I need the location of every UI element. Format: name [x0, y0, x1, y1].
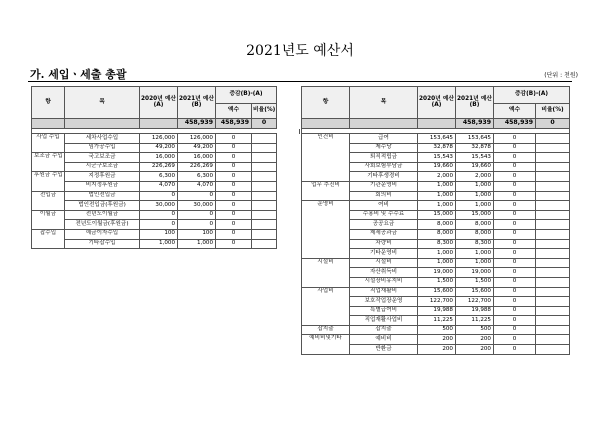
header-ratio: 비율(%): [536, 104, 570, 119]
table-row: [32, 162, 300, 172]
row-2021: 30,000: [178, 201, 216, 211]
row-mok: 사회보험부담금: [350, 162, 418, 172]
row-2021: 19,000: [456, 268, 494, 278]
row-ratio: [252, 134, 277, 144]
row-amount: 0: [494, 143, 536, 153]
row-2020: 1,000: [418, 201, 456, 211]
row-2020: 19,660: [418, 162, 456, 172]
row-mok: 기타잡수입: [65, 239, 140, 249]
row-mok: 수용비 및 수수료: [350, 210, 418, 220]
header-mok: 목: [350, 87, 418, 119]
row-amount: 0: [216, 143, 252, 153]
total-hang: [32, 119, 65, 129]
row-ratio: [252, 210, 277, 220]
row-mok: 전년도이월금: [65, 210, 140, 220]
row-2021: 1,000: [456, 181, 494, 191]
row-amount: 0: [216, 201, 252, 211]
row-2020: 8,000: [418, 220, 456, 230]
revenue-total-row: [32, 119, 300, 129]
table-row: [302, 201, 570, 211]
row-amount: 0: [494, 249, 536, 259]
row-mok: 예금이자수입: [65, 229, 140, 239]
row-2020: 30,000: [140, 201, 178, 211]
row-extra: [277, 239, 300, 249]
row-mok: 세차사업수입: [65, 134, 140, 144]
row-2020: 19,000: [418, 268, 456, 278]
row-amount: 0: [494, 277, 536, 287]
row-mok: 비지정후원금: [65, 181, 140, 191]
total-ratio: 0: [536, 119, 570, 129]
row-amount: 0: [494, 316, 536, 326]
row-2020: 0: [140, 191, 178, 201]
total-amount: 458,939: [216, 119, 252, 129]
total-mok: [65, 119, 140, 129]
row-amount: 0: [494, 153, 536, 163]
row-2021: 1,000: [456, 249, 494, 259]
row-2020: 126,000: [140, 134, 178, 144]
row-2020: 49,200: [140, 143, 178, 153]
row-2020: 15,543: [418, 153, 456, 163]
row-mok: 여비: [350, 201, 418, 211]
table-row: [302, 287, 570, 297]
row-ratio: [536, 325, 570, 335]
unit-label: (단위 : 천원): [544, 72, 578, 79]
row-ratio: [252, 143, 277, 153]
row-amount: 0: [216, 220, 252, 230]
row-mok: 제수당: [350, 143, 418, 153]
table-row: [32, 172, 300, 182]
row-2021: 1,000: [456, 258, 494, 268]
row-amount: 0: [494, 181, 536, 191]
row-2021: 200: [456, 345, 494, 355]
row-2021: 1,000: [178, 239, 216, 249]
total-amount: 458,939: [494, 119, 536, 129]
row-2020: 4,070: [140, 181, 178, 191]
row-2020: 15,000: [418, 210, 456, 220]
row-mok: 법인전입금(후원금): [65, 201, 140, 211]
row-ratio: [536, 143, 570, 153]
header-amount: 액수: [494, 104, 536, 119]
row-hang: 예비비및기타: [302, 335, 350, 354]
row-mok: 기관운영비: [350, 181, 418, 191]
row-2020: 16,000: [140, 153, 178, 163]
row-2021: 226,269: [178, 162, 216, 172]
row-ratio: [536, 181, 570, 191]
row-amount: 0: [216, 239, 252, 249]
header-2020: 2020년 예산(A): [140, 87, 178, 119]
row-ratio: [536, 306, 570, 316]
row-ratio: [536, 134, 570, 144]
row-mok: 국고보조금: [65, 153, 140, 163]
table-row: [32, 181, 300, 191]
row-hang: 시설비: [302, 258, 350, 287]
row-2020: 32,878: [418, 143, 456, 153]
total-2021: 458,939: [456, 119, 494, 129]
row-hang: 후원금 수입: [32, 172, 65, 191]
row-mok: 시군구보조금: [65, 162, 140, 172]
header-amount: 액수: [216, 104, 252, 119]
title-rule: [28, 81, 572, 82]
row-extra: [277, 191, 300, 201]
row-mok: 잡지출: [350, 325, 418, 335]
row-amount: 0: [494, 287, 536, 297]
row-ratio: [536, 172, 570, 182]
row-ratio: [536, 220, 570, 230]
header-2021: 2021년 예산(B): [178, 87, 216, 119]
row-ratio: [536, 316, 570, 326]
row-extra: [277, 134, 300, 144]
row-amount: 0: [494, 325, 536, 335]
row-2021: 15,600: [456, 287, 494, 297]
row-hang: 인건비: [302, 134, 350, 182]
row-amount: 0: [494, 229, 536, 239]
row-amount: 0: [216, 229, 252, 239]
row-hang: 업무 추진비: [302, 181, 350, 200]
row-mok: 예비비: [350, 335, 418, 345]
table-row: [32, 210, 300, 220]
row-amount: 0: [216, 210, 252, 220]
row-extra: [277, 220, 300, 230]
row-2021: 0: [178, 191, 216, 201]
row-ratio: [252, 191, 277, 201]
row-amount: 0: [494, 335, 536, 345]
total-2021: 458,939: [178, 119, 216, 129]
row-extra: [277, 153, 300, 163]
header-2020: 2020년 예산(A): [418, 87, 456, 119]
header-change: 증감(B)-(A): [494, 87, 570, 104]
row-amount: 0: [216, 191, 252, 201]
row-2020: 0: [140, 220, 178, 230]
row-ratio: [536, 191, 570, 201]
row-amount: 0: [216, 134, 252, 144]
row-ratio: [536, 287, 570, 297]
row-ratio: [536, 153, 570, 163]
row-2021: 32,878: [456, 143, 494, 153]
row-2021: 500: [456, 325, 494, 335]
row-mok: 시설비: [350, 258, 418, 268]
row-2021: 19,660: [456, 162, 494, 172]
table-row: [32, 239, 300, 249]
row-amount: 0: [494, 134, 536, 144]
row-2020: 100: [140, 229, 178, 239]
row-hang: 운영비: [302, 201, 350, 259]
row-2021: 0: [178, 220, 216, 230]
row-2020: 200: [418, 345, 456, 355]
row-mok: 전년도이월금(후원금): [65, 220, 140, 230]
row-2021: 1,000: [456, 201, 494, 211]
header-2021: 2021년 예산(B): [456, 87, 494, 119]
row-mok: 지정후원금: [65, 172, 140, 182]
row-2020: 1,000: [418, 249, 456, 259]
table-row: [302, 325, 570, 335]
row-2021: 11,225: [456, 316, 494, 326]
row-ratio: [252, 220, 277, 230]
row-ratio: [252, 239, 277, 249]
row-hang: 잡수입: [32, 229, 65, 248]
row-ratio: [252, 162, 277, 172]
row-amount: 0: [494, 306, 536, 316]
row-2020: 122,700: [418, 297, 456, 307]
row-2021: 2,000: [456, 172, 494, 182]
row-hang: 전입금: [32, 191, 65, 210]
row-amount: 0: [494, 268, 536, 278]
row-mok: 법인전입금: [65, 191, 140, 201]
row-ratio: [536, 210, 570, 220]
row-2021: 153,645: [456, 134, 494, 144]
total-2020: [140, 119, 178, 129]
table-row: [302, 335, 570, 345]
row-mok: 직업재활비: [350, 287, 418, 297]
row-mok: 시설장비유지비: [350, 277, 418, 287]
row-2020: 0: [140, 210, 178, 220]
row-ratio: [536, 345, 570, 355]
row-2020: 8,000: [418, 229, 456, 239]
total-hang: [302, 119, 350, 129]
header-hang: 항: [302, 87, 350, 119]
row-2020: 226,269: [140, 162, 178, 172]
row-mok: 특별급여비: [350, 306, 418, 316]
row-2020: 153,645: [418, 134, 456, 144]
total-2020: [418, 119, 456, 129]
header-mok: 목: [65, 87, 140, 119]
row-2021: 8,000: [456, 229, 494, 239]
row-extra: [277, 172, 300, 182]
row-2021: 0: [178, 210, 216, 220]
row-2021: 200: [456, 335, 494, 345]
total-mok: [350, 119, 418, 129]
row-2021: 15,543: [456, 153, 494, 163]
row-2020: 8,300: [418, 239, 456, 249]
row-hang: 잡지출: [302, 325, 350, 335]
row-mok: 급여: [350, 134, 418, 144]
row-mok: 반환금: [350, 345, 418, 355]
row-ratio: [536, 201, 570, 211]
row-mok: 임가공수입: [65, 143, 140, 153]
row-amount: 0: [494, 220, 536, 230]
row-2021: 122,700: [456, 297, 494, 307]
row-ratio: [536, 229, 570, 239]
table-row: [32, 191, 300, 201]
row-hang: 이월금: [32, 210, 65, 229]
row-2020: 11,225: [418, 316, 456, 326]
row-amount: 0: [216, 172, 252, 182]
row-2020: 1,000: [418, 181, 456, 191]
row-ratio: [536, 162, 570, 172]
table-row: [302, 134, 570, 144]
row-ratio: [536, 277, 570, 287]
row-amount: 0: [216, 153, 252, 163]
row-ratio: [536, 239, 570, 249]
header-hang: 항: [32, 87, 65, 119]
table-row: [302, 258, 570, 268]
revenue-table: [31, 86, 300, 249]
row-ratio: [252, 153, 277, 163]
row-2021: 6,300: [178, 172, 216, 182]
row-amount: 0: [494, 172, 536, 182]
row-2020: 2,000: [418, 172, 456, 182]
row-amount: 0: [216, 162, 252, 172]
table-row: [302, 181, 570, 191]
row-extra: [277, 162, 300, 172]
row-mok: 기타운영비: [350, 249, 418, 259]
row-2021: 8,000: [456, 220, 494, 230]
row-2021: 1,500: [456, 277, 494, 287]
row-hang: 사업 수입: [32, 134, 65, 153]
row-ratio: [252, 229, 277, 239]
table-row: [32, 201, 300, 211]
row-ratio: [536, 258, 570, 268]
row-2021: 15,000: [456, 210, 494, 220]
header-spacer: [277, 87, 300, 119]
table-row: [32, 134, 300, 144]
row-2020: 1,500: [418, 277, 456, 287]
row-2021: 4,070: [178, 181, 216, 191]
row-2021: 126,000: [178, 134, 216, 144]
row-2021: 100: [178, 229, 216, 239]
row-mok: 공공요금: [350, 220, 418, 230]
row-2021: 1,000: [456, 191, 494, 201]
row-mok: 기타후생경비: [350, 172, 418, 182]
row-amount: 0: [216, 181, 252, 191]
header-ratio: 비율(%): [252, 104, 277, 119]
row-hang: 보조금 수입: [32, 153, 65, 172]
row-amount: 0: [494, 191, 536, 201]
row-extra: [277, 229, 300, 239]
row-amount: 0: [494, 345, 536, 355]
table-row: [32, 229, 300, 239]
row-2020: 200: [418, 335, 456, 345]
row-2020: 6,300: [140, 172, 178, 182]
row-ratio: [252, 172, 277, 182]
page-title: 2021년도 예산서: [246, 43, 354, 59]
row-ratio: [252, 201, 277, 211]
row-2021: 49,200: [178, 143, 216, 153]
row-hang: 사업비: [302, 287, 350, 325]
row-2020: 15,600: [418, 287, 456, 297]
row-mok: 자산취득비: [350, 268, 418, 278]
row-ratio: [536, 249, 570, 259]
table-row: [32, 143, 300, 153]
header-change: 증감(B)-(A): [216, 87, 277, 104]
total-extra: [277, 119, 300, 129]
row-mok: 회의비: [350, 191, 418, 201]
row-2021: 16,000: [178, 153, 216, 163]
row-extra: [277, 181, 300, 191]
row-amount: 0: [494, 210, 536, 220]
expense-table: [301, 86, 570, 355]
row-amount: 0: [494, 201, 536, 211]
total-ratio: 0: [252, 119, 277, 129]
row-2020: 1,000: [418, 258, 456, 268]
row-mok: 보호작업장운영: [350, 297, 418, 307]
row-amount: 0: [494, 297, 536, 307]
row-extra: [277, 210, 300, 220]
table-row: [32, 153, 300, 163]
row-amount: 0: [494, 162, 536, 172]
row-2020: 1,000: [140, 239, 178, 249]
row-mok: 제세공과금: [350, 229, 418, 239]
row-2020: 1,000: [418, 191, 456, 201]
row-amount: 0: [494, 258, 536, 268]
row-extra: [277, 201, 300, 211]
row-mok: 퇴직적립금: [350, 153, 418, 163]
row-extra: [277, 143, 300, 153]
row-2021: 8,300: [456, 239, 494, 249]
expense-total-row: [302, 119, 570, 129]
row-mok: 직업재활사업비: [350, 316, 418, 326]
table-row: [32, 220, 300, 230]
row-amount: 0: [494, 239, 536, 249]
row-ratio: [536, 297, 570, 307]
row-2020: 19,988: [418, 306, 456, 316]
row-ratio: [252, 181, 277, 191]
row-ratio: [536, 335, 570, 345]
row-2020: 500: [418, 325, 456, 335]
section-subtitle: 가. 세입ㆍ세출 총괄: [30, 68, 127, 81]
row-ratio: [536, 268, 570, 278]
row-2021: 19,988: [456, 306, 494, 316]
row-mok: 차량비: [350, 239, 418, 249]
